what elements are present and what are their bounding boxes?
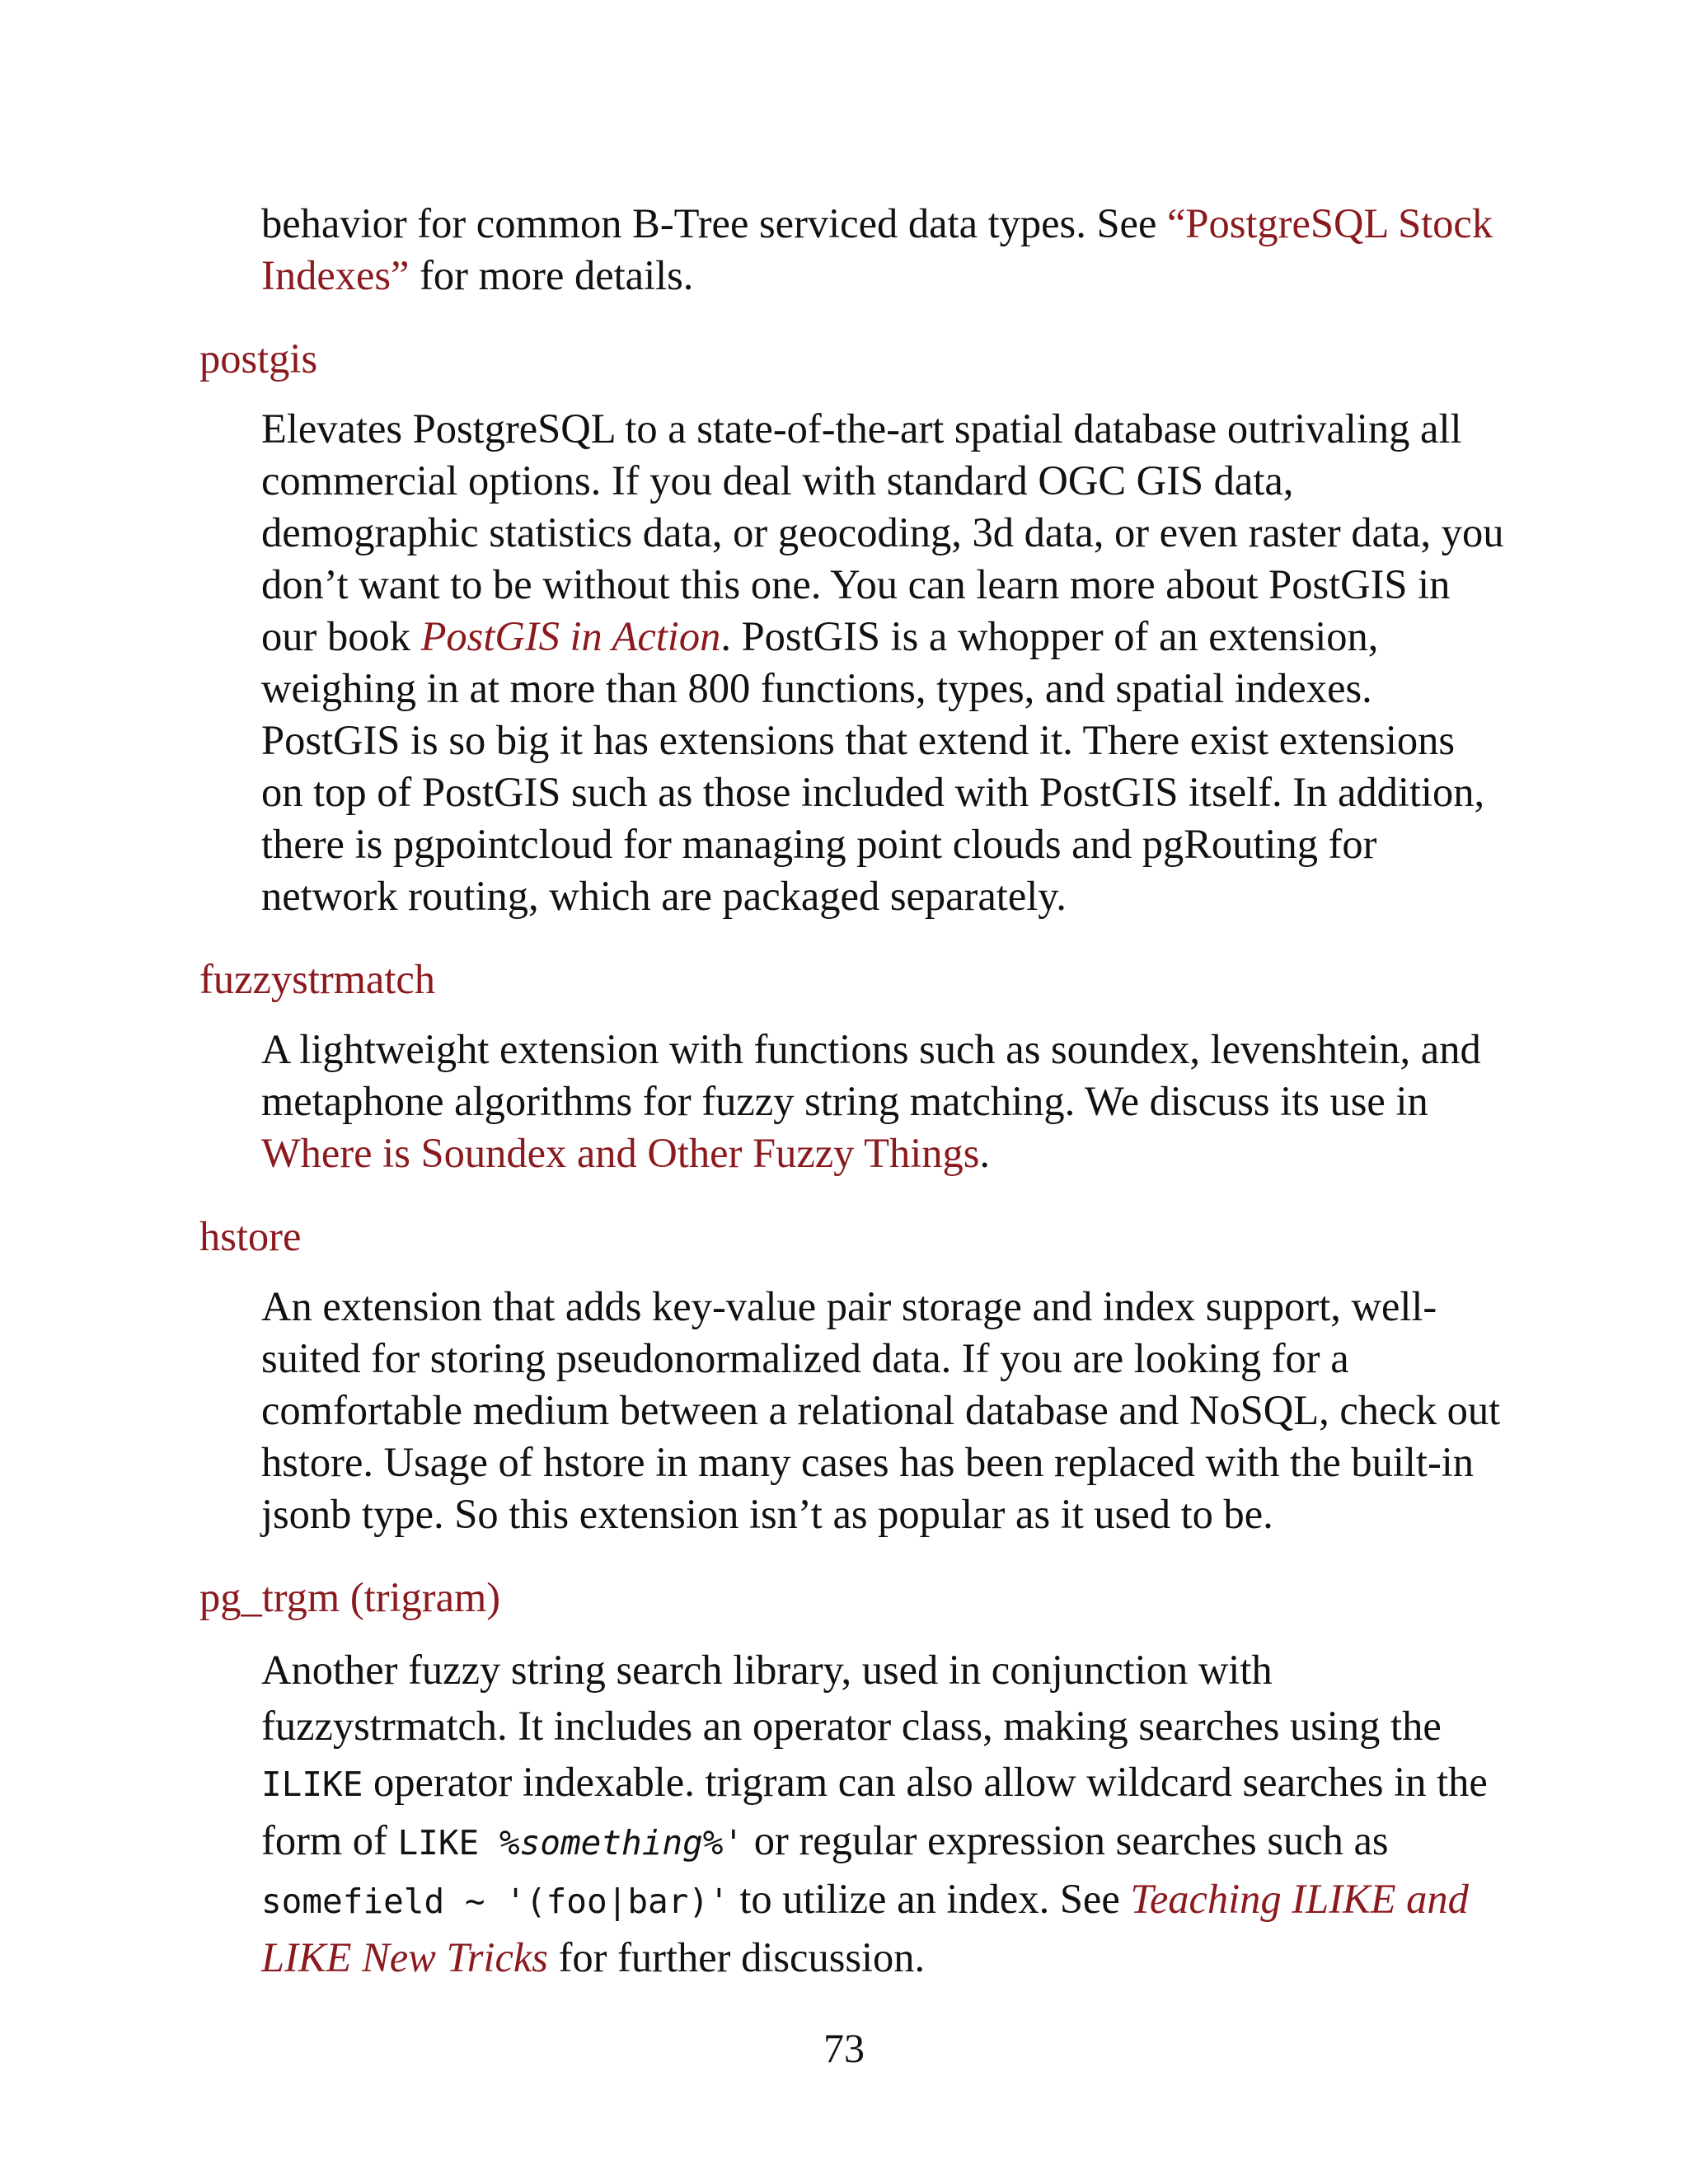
- code-ilike: ILIKE: [261, 1765, 363, 1804]
- term-hstore: hstore: [199, 1213, 302, 1259]
- code-something: %something%: [499, 1823, 724, 1863]
- soundex-fuzzy-link[interactable]: Where is Soundex and Other Fuzzy Things: [261, 1130, 980, 1176]
- page-number: 73: [823, 2025, 865, 2071]
- term-fuzzystrmatch: fuzzystrmatch: [199, 956, 436, 1002]
- intro-text: behavior for common B-Tree serviced data types. See: [261, 200, 1167, 246]
- pg-trgm-description: [261, 1642, 1506, 1985]
- postgis-text: Elevates PostgreSQL to a state-of-the-art spatial database outrivaling all commercial options. If you deal with standard OGC GIS data, demographic statistics data, or geocoding, 3d data, or even raster data, you don’t want to be without this one. You can learn more about PostGIS in our book: [261, 405, 1504, 659]
- stock-indexes-link[interactable]: “PostgreSQL Stock Indexes”: [261, 200, 1493, 298]
- pg-trgm-text-1: Another fuzzy string search library, used in conjunction with fuzzystrmatch. It includes an operator class, making searches using the: [261, 1647, 1442, 1749]
- fuzzystrmatch-description: [261, 1024, 1506, 1179]
- term-pg-trgm: pg_trgm (trigram): [199, 1574, 501, 1620]
- hstore-description: An extension that adds key-value pair storage and index support, well-suited for storing pseudonormalized data. If you are looking for a comfortable medium between a relational database and NoSQL, check out hstore. Usage of hstore in many cases has been replaced with the built-in jsonb type. So this extension isn’t as popular as it used to be.: [261, 1283, 1501, 1537]
- intro-paragraph: [261, 198, 1506, 302]
- intro-text-end: for more details.: [409, 252, 694, 298]
- term-postgis: postgis: [199, 335, 318, 382]
- fuzzystrmatch-text-end: .: [979, 1130, 991, 1176]
- teaching-ilike-link[interactable]: Teaching ILIKE and LIKE New Tricks: [261, 1876, 1469, 1980]
- postgis-description: [261, 403, 1506, 922]
- pg-trgm-text-3: or regular expression searches such as: [743, 1817, 1389, 1863]
- pg-trgm-text-4: to utilize an index. See: [729, 1876, 1131, 1922]
- fuzzystrmatch-text: A lightweight extension with functions such as soundex, levenshtein, and metaphone algorithms for fuzzy string matching. We discuss its use in: [261, 1026, 1481, 1124]
- postgis-in-action-link[interactable]: PostGIS in Action: [420, 613, 721, 659]
- postgis-text-end: . PostGIS is a whopper of an extension, weighing in at more than 800 functions, types, and spatial indexes. PostGIS is so big it has extensions that extend it. There exist extensions on top of PostGIS such as those included with PostGIS itself. In addition, there is pgpointcloud for managing point clouds and pgRouting for network routing, which are packaged separately.: [261, 613, 1485, 919]
- code-quote: ': [723, 1823, 744, 1863]
- pg-trgm-text-5: for further discussion.: [547, 1934, 926, 1980]
- code-somefield-regex: somefield ~ '(foo|bar)': [261, 1882, 729, 1921]
- code-like: LIKE: [397, 1823, 499, 1863]
- pg-trgm-text-2: operator indexable. trigram can also allow wildcard searches in the form of: [261, 1759, 1488, 1863]
